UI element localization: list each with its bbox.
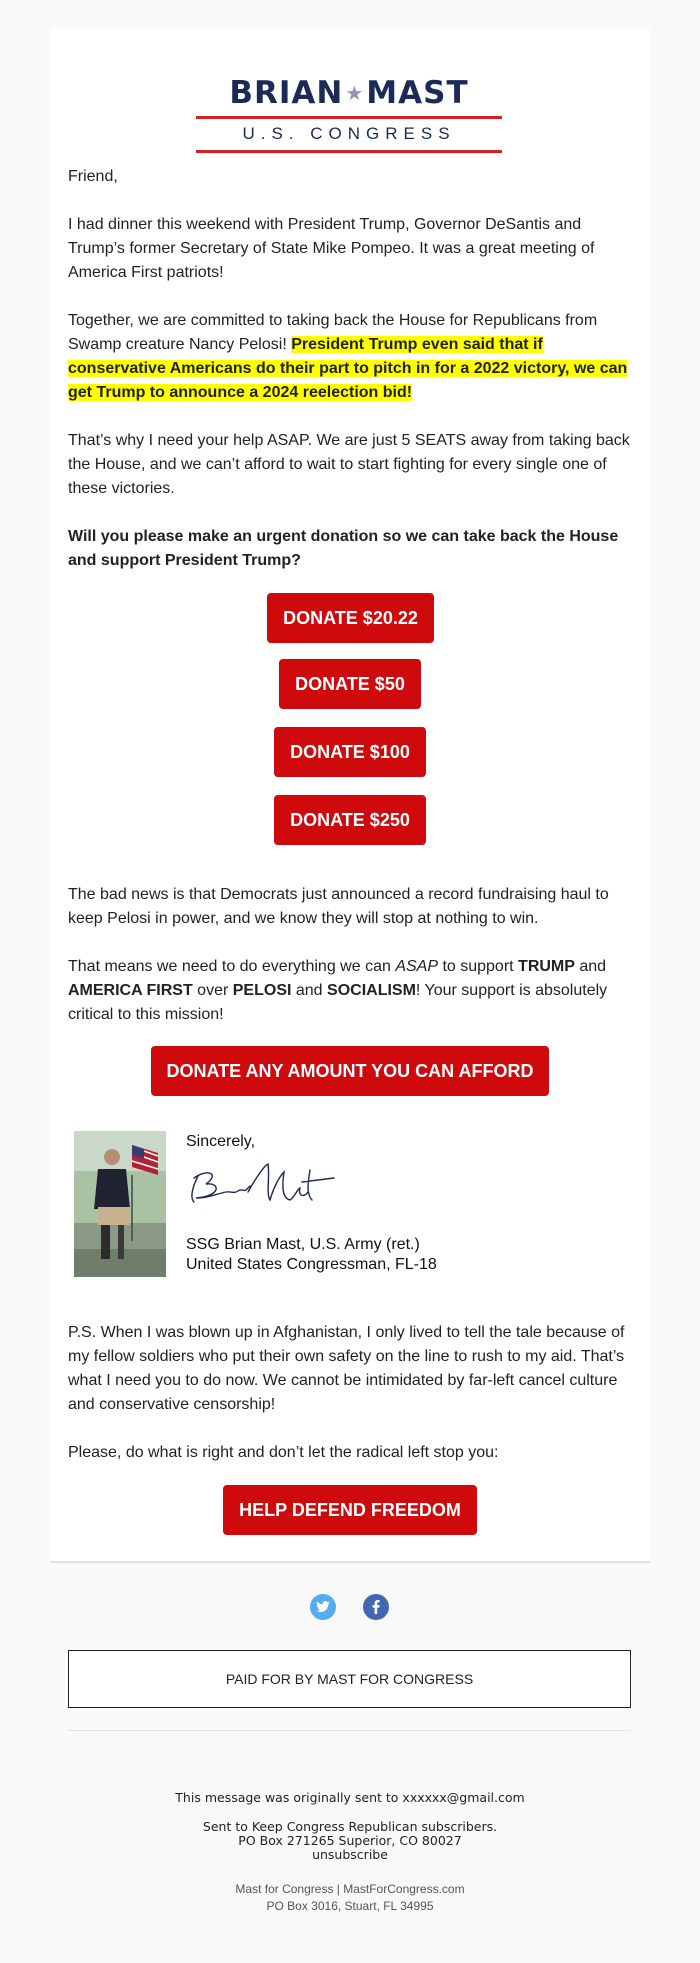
email-body — [50, 28, 650, 1563]
star-icon: ★ — [345, 81, 365, 105]
po-box-stuart: PO Box 3016, Stuart, FL 34995 — [266, 1899, 434, 1913]
p5-pelosi: PELOSI — [232, 982, 292, 999]
sent-to-notice: This message was originally sent to xxxxxx@gmail.com — [175, 1790, 525, 1805]
donate-100-button[interactable]: DONATE $100 — [274, 727, 426, 777]
brian-mast-photo — [74, 1131, 166, 1277]
signature-image — [186, 1158, 346, 1216]
closing-line: Please, do what is right and don’t let the radical left stop you: — [68, 1444, 499, 1461]
help-defend-freedom-button[interactable]: HELP DEFEND FREEDOM — [223, 1485, 477, 1535]
p5-america-first: AMERICA FIRST — [68, 982, 193, 999]
donate-any-amount-button[interactable]: DONATE ANY AMOUNT YOU CAN AFFORD — [151, 1046, 549, 1096]
donate-50-button[interactable]: DONATE $50 — [279, 659, 421, 709]
p5-text-b: to support — [438, 958, 519, 975]
highlighted-text: President Trump even said that if conservative Americans do their part to pitch in for a 2022 victory, we can get Trump to announce a 2024 reelection bid! — [68, 336, 628, 401]
p5-asap: ASAP — [395, 958, 438, 975]
paragraph-dinner: I had dinner this weekend with President Trump, Governor DeSantis and Trump’s former Secretary of State Mike Pompeo. It was a great meeting of America First patriots! — [68, 216, 595, 281]
logo-divider-bottom — [196, 150, 502, 153]
postscript: P.S. When I was blown up in Afghanistan, I only lived to tell the tale because of my fellow soldiers who put their own safety on the line to rush to my aid. That’s what I need you to do now. We cannot be intimidated by far-left cancel culture and conservative censorship! — [68, 1324, 625, 1413]
unsubscribe-link[interactable]: unsubscribe — [312, 1847, 388, 1862]
logo-subtitle: U.S. CONGRESS — [242, 124, 456, 143]
greeting: Friend, — [68, 168, 118, 185]
signature-title: United States Congressman, FL-18 — [186, 1256, 437, 1273]
twitter-icon[interactable] — [310, 1594, 336, 1620]
logo-name — [196, 76, 502, 113]
p5-text-d: over — [192, 982, 233, 999]
brian-mast-logo[interactable] — [196, 54, 502, 158]
logo-divider-top — [196, 116, 502, 119]
paragraph-bad-news: The bad news is that Democrats just announced a record fundraising haul to keep Pelosi in power, and we know they will stop at nothing to win. — [68, 886, 609, 927]
donation-ask: Will you please make an urgent donation so we can take back the House and support President Trump? — [68, 528, 619, 569]
donate-250-button[interactable]: DONATE $250 — [274, 795, 426, 845]
org-line[interactable]: Mast for Congress | MastForCongress.com — [235, 1882, 465, 1896]
signature-name: SSG Brian Mast, U.S. Army (ret.) — [186, 1236, 420, 1253]
po-box-superior: PO Box 271265 Superior, CO 80027 — [238, 1833, 462, 1848]
paragraph-help: That’s why I need your help ASAP. We are just 5 SEATS away from taking back the House, and we can’t afford to wait to start fighting for every single one of these victories. — [68, 432, 630, 497]
paragraph-support — [68, 955, 632, 1027]
p5-text-e: and — [291, 982, 328, 999]
paragraph-together-text: Together, we are committed to taking back the House for Republicans from Swamp creature Nancy Pelosi! — [68, 312, 598, 353]
subscriber-list-notice: Sent to Keep Congress Republican subscribers. — [202, 1819, 498, 1834]
donate-2022-button[interactable]: DONATE $20.22 — [267, 593, 434, 643]
logo-name-last: MAST — [366, 75, 469, 111]
p5-trump: TRUMP — [518, 958, 575, 975]
paragraph-together — [68, 309, 632, 405]
p5-text-f: ! Your support is absolutely critical to this mission! — [68, 982, 608, 1023]
p5-text-c: and — [574, 958, 607, 975]
logo-name-first: BRIAN — [229, 75, 344, 111]
p5-text-a: That means we need to do everything we can — [68, 958, 396, 975]
footer-divider — [68, 1730, 631, 1731]
paid-for-disclaimer: PAID FOR BY MAST FOR CONGRESS — [68, 1650, 631, 1708]
sign-off: Sincerely, — [186, 1133, 256, 1150]
facebook-icon[interactable] — [363, 1594, 389, 1620]
p5-socialism: SOCIALISM — [327, 982, 416, 999]
